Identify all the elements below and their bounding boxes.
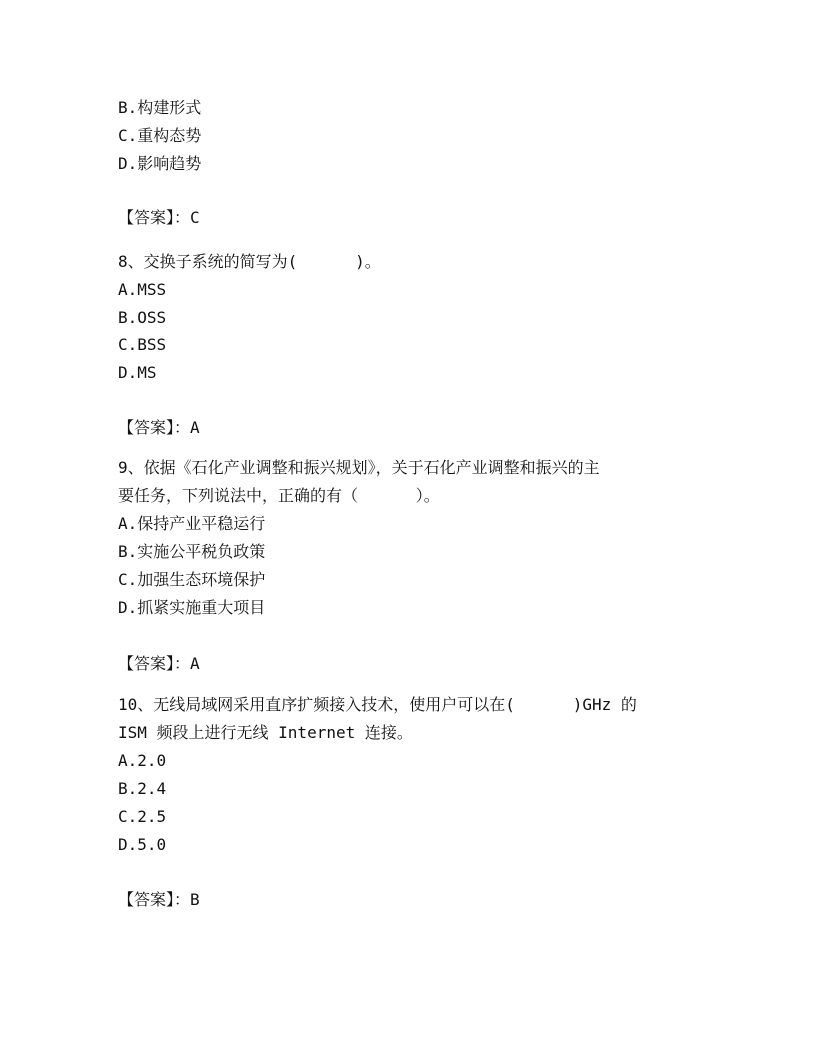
q9-option-b: B.实施公平税负政策 [118,542,266,561]
q8-option-a: A.MSS [118,280,167,299]
q10-option-d: D.5.0 [118,835,167,854]
q10-option-a: A.2.0 [118,751,167,770]
q8-option-b: B.OSS [118,308,167,327]
q9-option-c: C.加强生态环境保护 [118,570,266,589]
q10-option-b: B.2.4 [118,779,167,798]
q9-option-d: D.抓紧实施重大项目 [118,598,266,617]
answer-value: A [190,418,200,437]
q7-option-c: C.重构态势 [118,126,202,145]
q8-option-d: D.MS [118,363,157,382]
q10-answer [118,889,200,911]
q8-stem: 8、交换子系统的简写为( )。 [118,252,381,271]
q8-answer [118,417,200,439]
answer-value: B [190,890,200,909]
q8-option-c: C.BSS [118,335,167,354]
q7-option-d: D.影响趋势 [118,154,202,173]
q7-answer [118,207,200,229]
q9-stem-line2: 要任务，下列说法中，正确的有（ ）。 [118,486,440,505]
q10-stem-line1: 10、无线局域网采用直序扩频接入技术，使用户可以在( )GHz 的 [118,695,637,714]
q10-stem-line2: ISM 频段上进行无线 Internet 连接。 [118,723,413,742]
q9-stem-line1: 9、依据《石化产业调整和振兴规划》，关于石化产业调整和振兴的主 [118,458,600,477]
q7-option-b: B.构建形式 [118,98,202,117]
q10-option-c: C.2.5 [118,807,167,826]
answer-label: 【答案】： [118,208,191,227]
answer-value: C [190,208,200,227]
answer-label: 【答案】： [118,418,191,437]
q9-answer [118,653,200,675]
answer-label: 【答案】： [118,890,191,909]
answer-label: 【答案】： [118,654,191,673]
q9-option-a: A.保持产业平稳运行 [118,514,266,533]
answer-value: A [190,654,200,673]
